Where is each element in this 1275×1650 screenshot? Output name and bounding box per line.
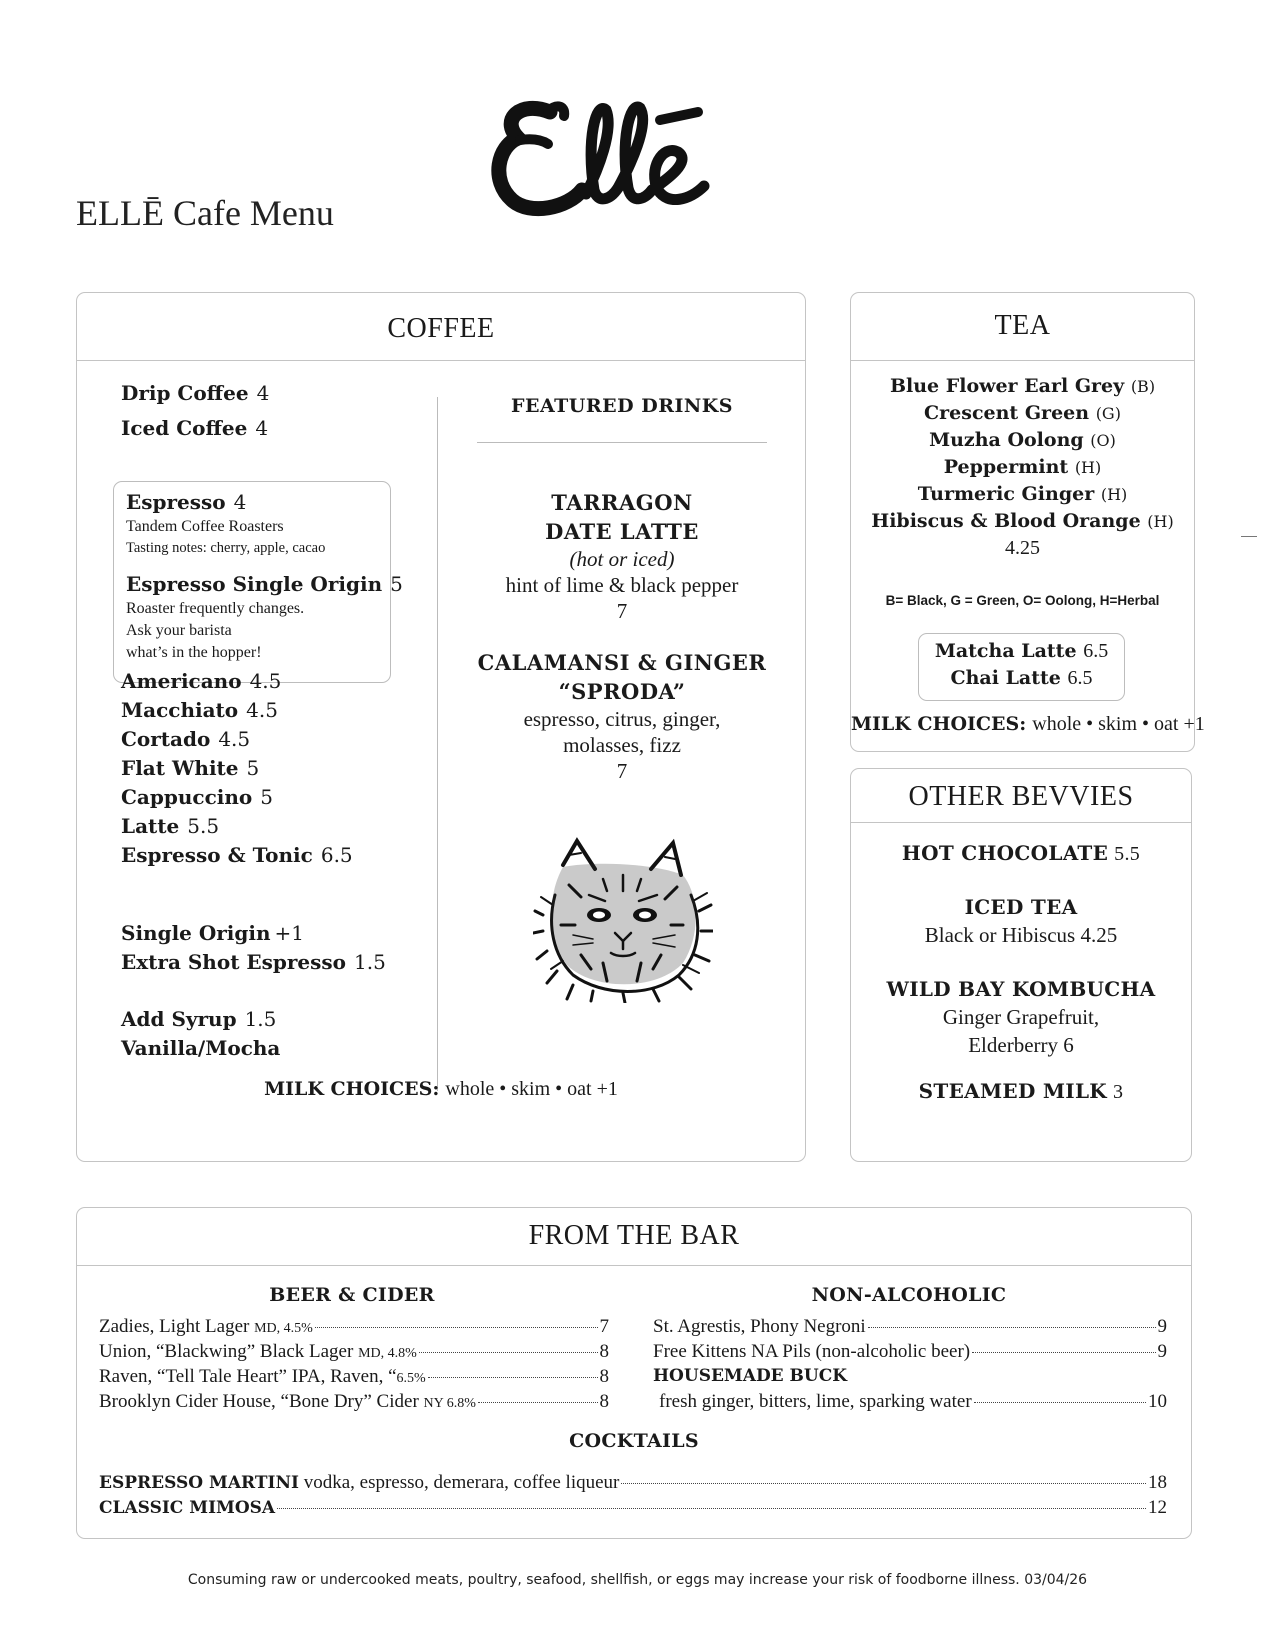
buck-desc: fresh ginger, bitters, lime, sparking water <box>659 1391 972 1412</box>
menu-item-chai-latte <box>919 665 1124 692</box>
espresso-roaster: Tandem Coffee Roasters <box>126 518 284 535</box>
item-price: 1.5 <box>354 950 386 974</box>
beer-price: 7 <box>599 1316 609 1337</box>
tea-name: Peppermint <box>943 456 1069 478</box>
dot-leader <box>428 1377 598 1378</box>
tea-type: (H) <box>1074 458 1102 477</box>
drink-name-line2: “SPRODA” <box>558 679 686 704</box>
item-price: 4 <box>256 381 270 405</box>
drink-price: 7 <box>616 599 628 623</box>
item-name: Add Syrup <box>121 1007 237 1031</box>
item-price: +1 <box>274 921 305 945</box>
beer-name: Zadies, Light Lager <box>99 1316 250 1337</box>
menu-item-latte <box>121 812 353 841</box>
tea-legend: B= Black, G = Green, O= Oolong, H=Herbal <box>885 593 1160 608</box>
featured-divider <box>477 442 767 443</box>
other-bevvies-section <box>850 768 1192 1162</box>
drink-name-line1: CALAMANSI & GINGER <box>477 650 767 675</box>
item-name: HOT CHOCOLATE <box>901 841 1109 865</box>
cocktail-price: 18 <box>1148 1472 1167 1493</box>
item-price: 5 <box>246 756 260 780</box>
item-name: ICED TEA <box>964 895 1078 919</box>
item-price: 1.5 <box>244 1007 277 1031</box>
other-bevvies-heading: OTHER BEVVIES <box>851 769 1191 823</box>
item-desc: Black or Hibiscus <box>924 923 1076 947</box>
cocktail-row <box>99 1470 1167 1496</box>
menu-item-steamed-milk <box>851 1077 1191 1106</box>
item-name: Extra Shot Espresso <box>121 950 346 974</box>
tea-list <box>851 373 1194 561</box>
single-origin-note-2: Ask your barista <box>126 622 232 639</box>
tea-type: (B) <box>1130 377 1156 396</box>
milk-values: whole • skim • oat +1 <box>445 1078 618 1100</box>
item-price: 6.5 <box>320 843 353 867</box>
item-price: 5 <box>390 572 403 596</box>
item-price: 5 <box>260 785 273 809</box>
drink-desc-2: molasses, fizz <box>563 733 681 757</box>
coffee-syrup <box>121 1005 280 1063</box>
item-price: 5.5 <box>1114 843 1141 865</box>
na-price: 9 <box>1157 1341 1167 1362</box>
item-name: Macchiato <box>121 698 239 722</box>
bar-heading: FROM THE BAR <box>77 1208 1191 1266</box>
dot-leader <box>277 1508 1146 1509</box>
beer-detail: MD, 4.8% <box>358 1346 417 1361</box>
beer-price: 8 <box>599 1391 609 1412</box>
beer-name: Union, “Blackwing” Black Lager <box>99 1341 354 1362</box>
item-name: Single Origin <box>121 921 271 945</box>
add-syrup <box>121 1005 280 1034</box>
item-price: 4.5 <box>218 727 251 751</box>
item-name: Chai Latte <box>950 667 1061 689</box>
tea-price: 4.25 <box>1005 537 1040 559</box>
item-name: Espresso & Tonic <box>121 843 313 867</box>
tea-section <box>850 292 1205 752</box>
featured-drink-tarragon <box>472 488 772 624</box>
item-price: 4.25 <box>1080 923 1118 947</box>
featured-drinks-heading: FEATURED DRINKS <box>510 395 733 417</box>
cocktail-name: CLASSIC MIMOSA <box>99 1498 276 1518</box>
item-name: Americano <box>121 669 242 693</box>
elle-logo <box>490 90 740 225</box>
beer-detail: MD, 4.5% <box>254 1321 313 1336</box>
syrup-flavors: Vanilla/Mocha <box>121 1036 281 1060</box>
cocktail-name: ESPRESSO MARTINI <box>99 1473 299 1493</box>
item-name: Cappuccino <box>121 785 253 809</box>
item-name: Cortado <box>121 727 211 751</box>
dot-leader <box>478 1402 598 1403</box>
item-name: Iced Coffee <box>121 416 248 440</box>
tea-item <box>851 400 1194 427</box>
extra-single-origin <box>121 919 386 948</box>
item-desc-1: Ginger Grapefruit, <box>942 1005 1100 1029</box>
espresso-notes: Tasting notes: cherry, apple, cacao <box>126 540 326 556</box>
menu-item-americano <box>121 667 353 696</box>
beer-name: Brooklyn Cider House, “Bone Dry” Cider <box>99 1391 419 1412</box>
tea-type: (O) <box>1090 431 1116 450</box>
coffee-milk-choices <box>77 1078 805 1101</box>
menu-item-cappuccino <box>121 783 353 812</box>
coffee-heading: COFFEE <box>77 293 805 361</box>
item-price: 6.5 <box>1083 640 1109 662</box>
beer-price: 8 <box>599 1366 609 1387</box>
beer-price: 8 <box>599 1341 609 1362</box>
menu-item-matcha-latte <box>919 638 1124 665</box>
menu-item-macchiato <box>121 696 353 725</box>
menu-item-flat-white <box>121 754 353 783</box>
dot-leader <box>621 1483 1146 1484</box>
item-price: 3 <box>1113 1081 1124 1103</box>
item-price: 4 <box>233 490 247 514</box>
tea-milk-choices <box>851 713 1205 736</box>
tea-name: Blue Flower Earl Grey <box>889 375 1125 397</box>
item-name: Espresso Single Origin <box>126 572 383 596</box>
item-price: 6 <box>1063 1033 1074 1057</box>
single-origin-note-1: Roaster frequently changes. <box>126 600 305 617</box>
item-name: Flat White <box>121 756 239 780</box>
cat-illustration <box>533 835 713 1003</box>
drink-temp: (hot or iced) <box>569 547 675 571</box>
drink-name-line1: TARRAGON <box>551 490 693 515</box>
menu-item-espresso-tonic <box>121 841 353 870</box>
dot-leader <box>868 1327 1156 1328</box>
tea-name: Turmeric Ginger <box>917 483 1095 505</box>
na-row <box>653 1339 1167 1364</box>
from-the-bar-section <box>76 1207 1192 1539</box>
item-name: Espresso <box>126 490 226 514</box>
item-price: 6.5 <box>1067 667 1093 689</box>
menu-item-espresso-single-origin <box>126 570 403 599</box>
drink-price: 7 <box>616 759 628 783</box>
extra-shot-espresso <box>121 948 386 977</box>
item-name: STEAMED MILK <box>918 1079 1107 1103</box>
beer-detail: 6.5% <box>396 1371 426 1386</box>
milk-label: MILK CHOICES: <box>264 1078 440 1100</box>
beer-cider-heading: BEER & CIDER <box>269 1284 435 1306</box>
housemade-buck-heading: HOUSEMADE BUCK <box>653 1366 848 1386</box>
na-name: Free Kittens NA Pils (non-alcoholic beer) <box>653 1341 971 1362</box>
tea-item <box>851 373 1194 400</box>
menu-item-cortado <box>121 725 353 754</box>
item-price: 5.5 <box>187 814 220 838</box>
menu-item-iced-tea <box>851 893 1191 949</box>
buck-price: 10 <box>1148 1391 1167 1412</box>
tea-item <box>851 454 1194 481</box>
coffee-section <box>76 292 806 1162</box>
dot-leader <box>972 1352 1155 1353</box>
dot-leader <box>419 1352 598 1353</box>
tea-item <box>851 427 1194 454</box>
footer-disclaimer: Consuming raw or undercooked meats, poultry, seafood, shellfish, or eggs may increase your risk of foodborne illness. 03/04/26 <box>187 1572 1088 1588</box>
tea-type: (H) <box>1147 512 1174 531</box>
tea-type: (G) <box>1095 404 1121 423</box>
cocktail-row <box>99 1495 1167 1521</box>
buck-row <box>659 1389 1167 1414</box>
milk-label: MILK CHOICES: <box>851 713 1027 735</box>
item-price: 4 <box>255 416 269 440</box>
milk-values: whole • skim • oat +1 <box>1032 713 1205 735</box>
cocktail-price: 12 <box>1148 1497 1167 1518</box>
non-alcoholic-heading: NON-ALCOHOLIC <box>811 1284 1007 1306</box>
beer-row <box>99 1389 609 1416</box>
menu-item-kombucha <box>851 975 1191 1059</box>
single-origin-note-3: what’s in the hopper! <box>126 644 262 661</box>
featured-drink-calamansi <box>472 648 772 784</box>
tea-heading: TEA <box>851 293 1194 361</box>
item-name: Latte <box>121 814 180 838</box>
tea-item <box>851 508 1194 535</box>
na-name: St. Agrestis, Phony Negroni <box>653 1316 866 1337</box>
tea-name: Hibiscus & Blood Orange <box>871 510 1141 532</box>
menu-item-hot-chocolate <box>851 839 1191 868</box>
item-name: WILD BAY KOMBUCHA <box>886 977 1156 1001</box>
menu-item-drip-coffee <box>121 379 269 408</box>
na-price: 9 <box>1157 1316 1167 1337</box>
beer-row <box>99 1364 609 1391</box>
item-name: Drip Coffee <box>121 381 249 405</box>
item-name: Matcha Latte <box>934 640 1077 662</box>
menu-item-espresso <box>126 488 246 517</box>
tea-name: Muzha Oolong <box>929 429 1084 451</box>
beer-name: Raven, “Tell Tale Heart” IPA, Raven, “ <box>99 1366 397 1387</box>
margin-mark <box>1241 536 1257 537</box>
tea-type: (H) <box>1100 485 1128 504</box>
item-desc-2: Elderberry <box>968 1033 1059 1057</box>
coffee-main-list <box>121 667 353 870</box>
tea-item <box>851 481 1194 508</box>
page-title: ELLĒ Cafe Menu <box>76 193 334 233</box>
tea-name: Crescent Green <box>924 402 1090 424</box>
na-row <box>653 1314 1167 1339</box>
cocktails-heading: COCKTAILS <box>569 1430 699 1452</box>
drink-name-line2: DATE LATTE <box>545 519 699 544</box>
espresso-box <box>113 481 403 683</box>
drink-desc-1: espresso, citrus, ginger, <box>523 707 721 731</box>
item-price: 4.5 <box>246 698 278 722</box>
menu-item-iced-coffee <box>121 414 268 443</box>
dot-leader <box>315 1327 598 1328</box>
column-divider <box>437 397 438 1091</box>
latte-box <box>918 633 1125 701</box>
beer-row <box>99 1339 609 1366</box>
beer-detail: NY 6.8% <box>423 1396 476 1411</box>
item-price: 4.5 <box>249 669 282 693</box>
beer-row <box>99 1314 609 1341</box>
drink-desc: hint of lime & black pepper <box>505 573 739 597</box>
coffee-extras <box>121 919 386 977</box>
dot-leader <box>974 1402 1146 1403</box>
cocktail-desc: vodka, espresso, demerara, coffee liqueur <box>303 1472 620 1493</box>
